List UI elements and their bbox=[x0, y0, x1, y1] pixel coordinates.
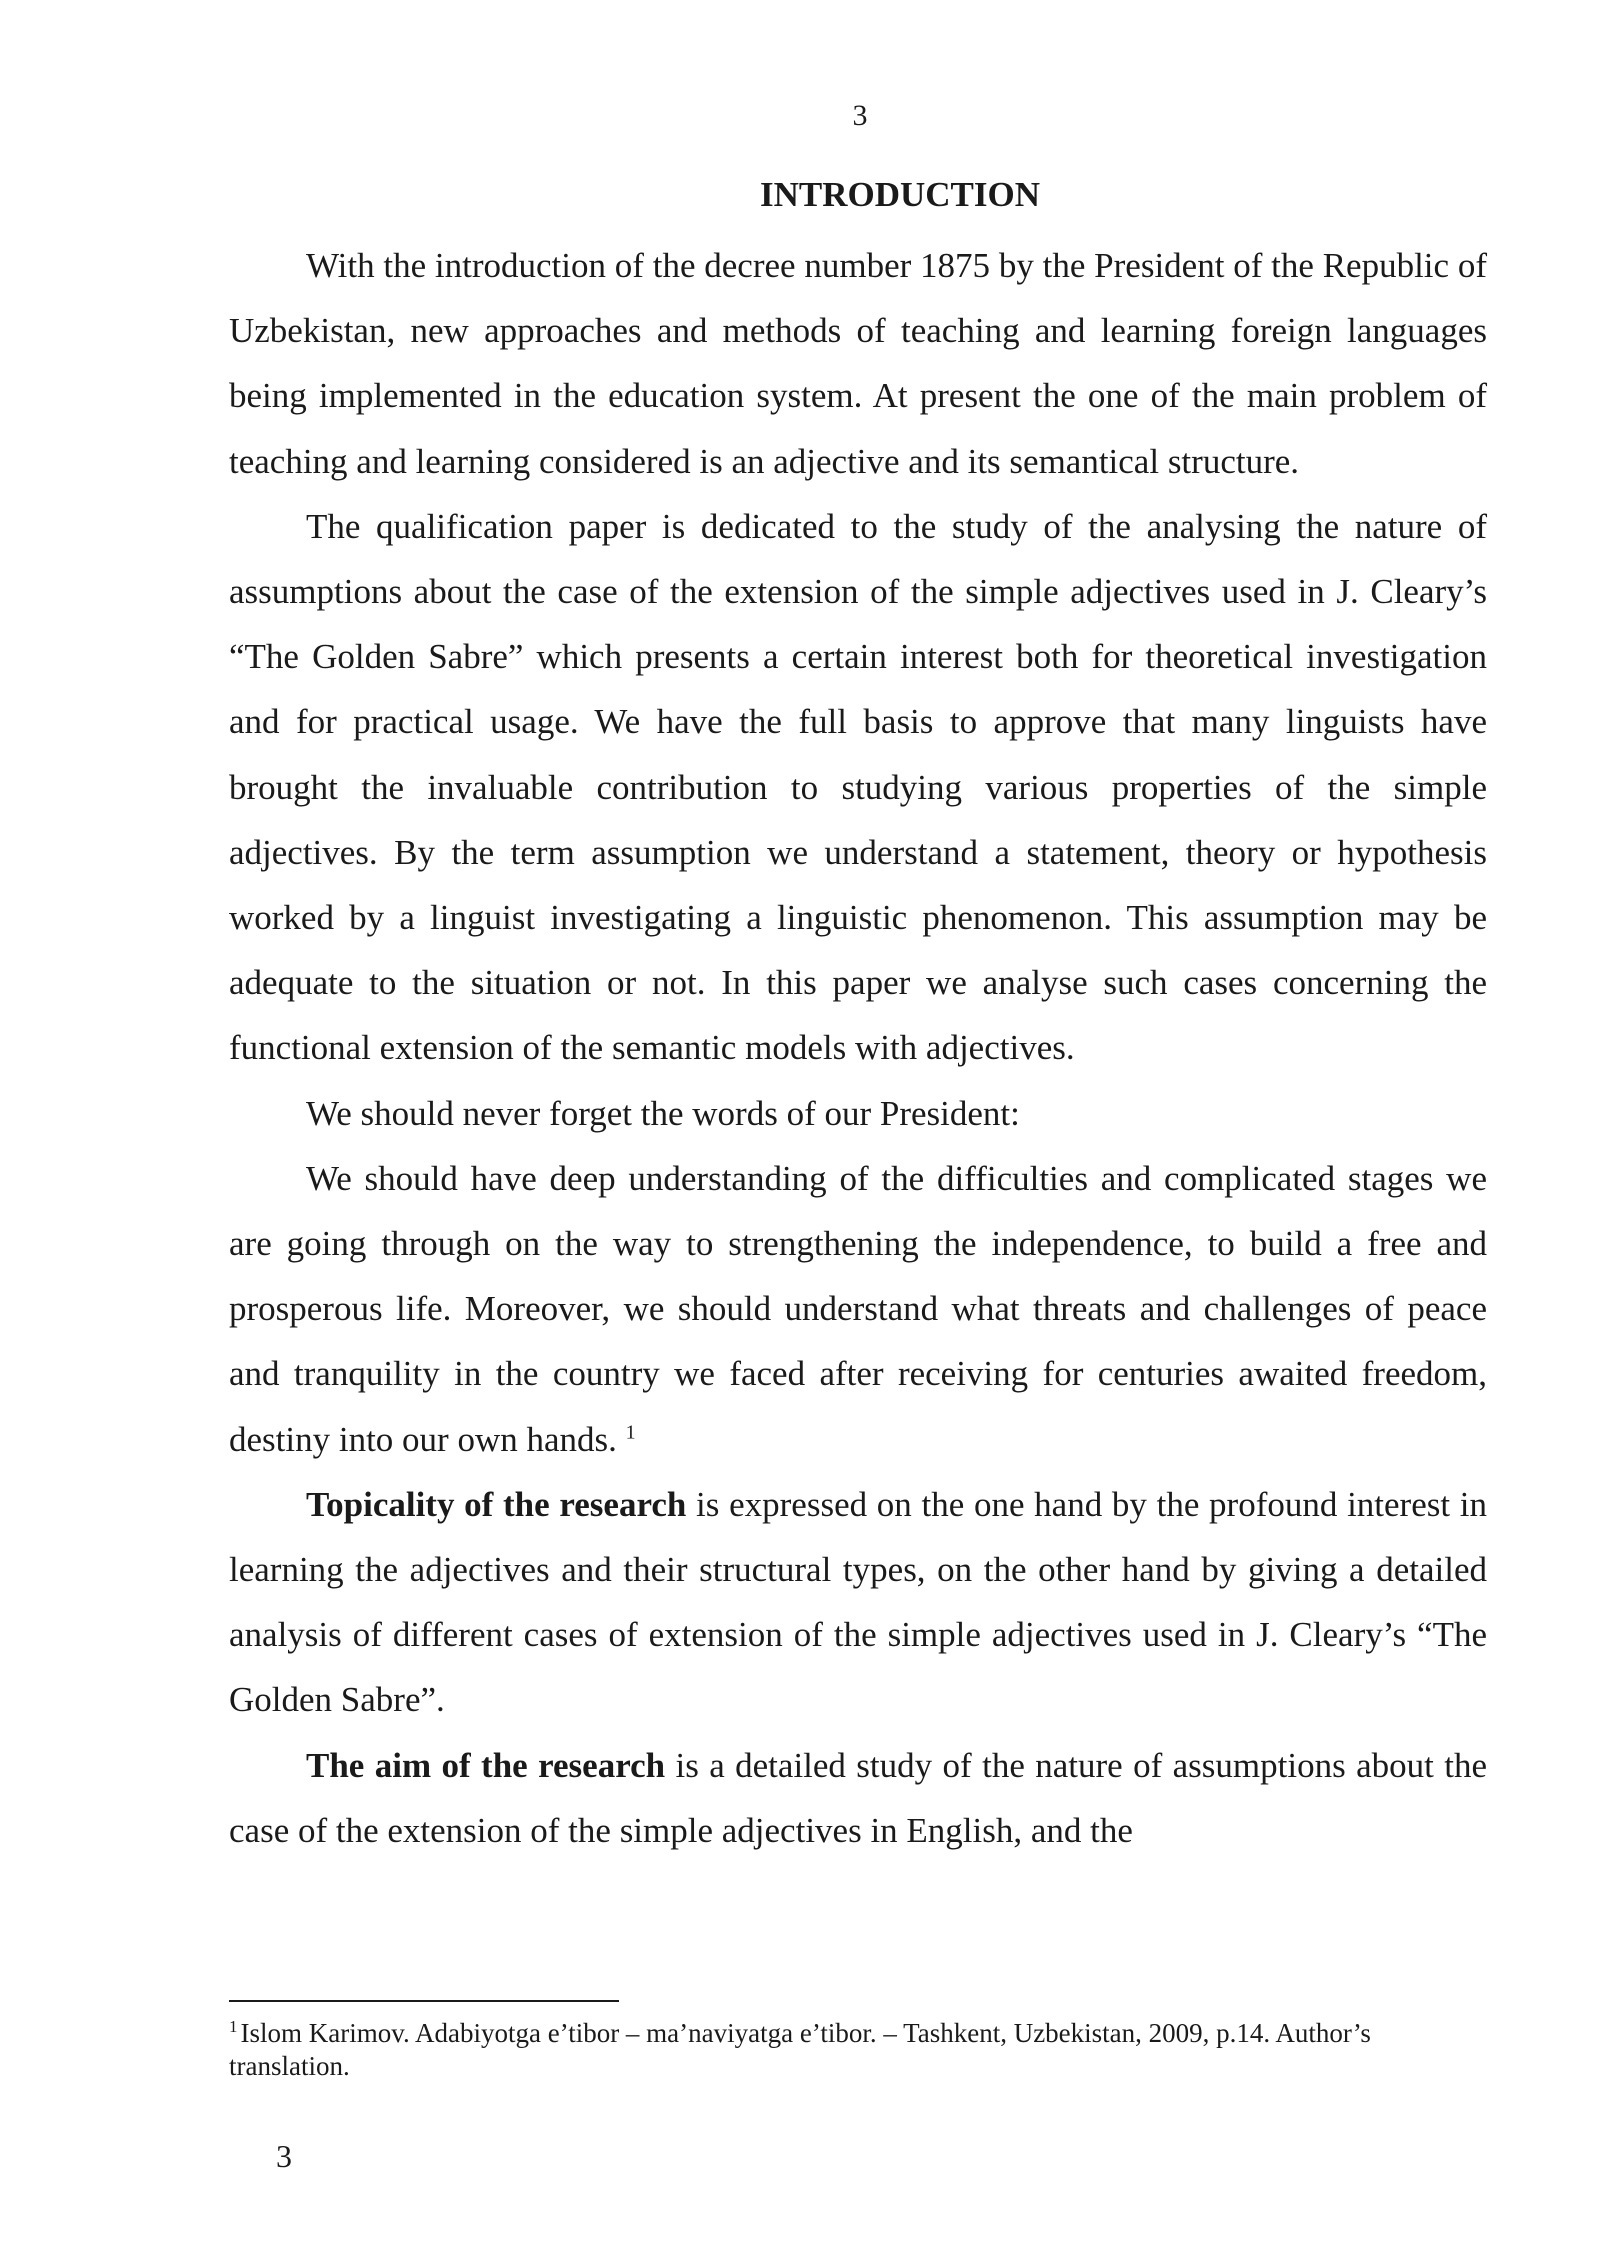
footnote-mark: 1 bbox=[229, 2017, 238, 2036]
paragraph-topicality bbox=[229, 1472, 1487, 1733]
paragraph-text: We should have deep understanding of the difficulties and complicated stages we are going through on the way to strengthening the independence, to build a free and prosperous life. Moreover, we should understand what threats and challenges of peace and tranquility in the country we faced after receiving for centuries awaited freedom, destiny into our own hands. bbox=[229, 1158, 1487, 1459]
top-page-number: 3 bbox=[852, 99, 868, 132]
paragraph-text: We should never forget the words of our President: bbox=[306, 1093, 1020, 1133]
paragraph-qualification-paper bbox=[229, 494, 1487, 1081]
paragraph-text: The qualification paper is dedicated to the study of the analysing the nature of assumptions about the case of the extension of the simple adjectives used in J. Cleary’s “The Golden Sabre” which presents a certain interest both for theoretical investigation and for practical usage. We have the full basis to approve that many linguists have brought the invaluable contribution to studying various properties of the simple adjectives. By the term assumption we understand a statement, theory or hypothesis worked by a linguist investigating a linguistic phenomenon. This assumption may be adequate to the situation or not. In this paper we analyse such cases concerning the functional extension of the semantic models with adjectives. bbox=[229, 506, 1487, 1068]
paragraph-text: is expressed on the one hand by the profound interest in learning the adjectives and their structural types, on the other hand by giving a detailed analysis of different cases of extension of the simple adjectives used in J. Cleary’s “The Golden Sabre”. bbox=[229, 1484, 1488, 1720]
body-text bbox=[229, 233, 1487, 1863]
footnote bbox=[229, 2017, 1487, 2083]
bottom-page-number: 3 bbox=[276, 2138, 292, 2174]
footnote-separator bbox=[229, 2000, 619, 2002]
aim-term: The aim of the research bbox=[306, 1745, 666, 1785]
paragraph-president-quote bbox=[229, 1146, 1487, 1472]
section-heading: INTRODUCTION bbox=[759, 175, 1041, 214]
paragraph-aim bbox=[229, 1733, 1487, 1863]
paragraph-president-intro bbox=[229, 1081, 1487, 1146]
paragraph-text: With the introduction of the decree number 1875 by the President of the Republic of Uzbekistan, new approaches and methods of teaching and learning foreign languages being implemented in the education system. At present the one of the main problem of teaching and learning considered is an adjective and its semantical structure. bbox=[229, 246, 1487, 481]
footnote-text: Islom Karimov. Adabiyotga e’tibor – ma’naviyatga e’tibor. – Tashkent, Uzbekistan, 2009, p.14. Author’s translation. bbox=[229, 2018, 1371, 2081]
footnote-reference[interactable]: 1 bbox=[625, 1421, 636, 1443]
topicality-term: Topicality of the research bbox=[306, 1484, 687, 1524]
paragraph-decree bbox=[229, 233, 1487, 494]
paragraph-text: is a detailed study of the nature of assumptions about the case of the extension of the simple adjectives in English, and the bbox=[229, 1745, 1487, 1850]
